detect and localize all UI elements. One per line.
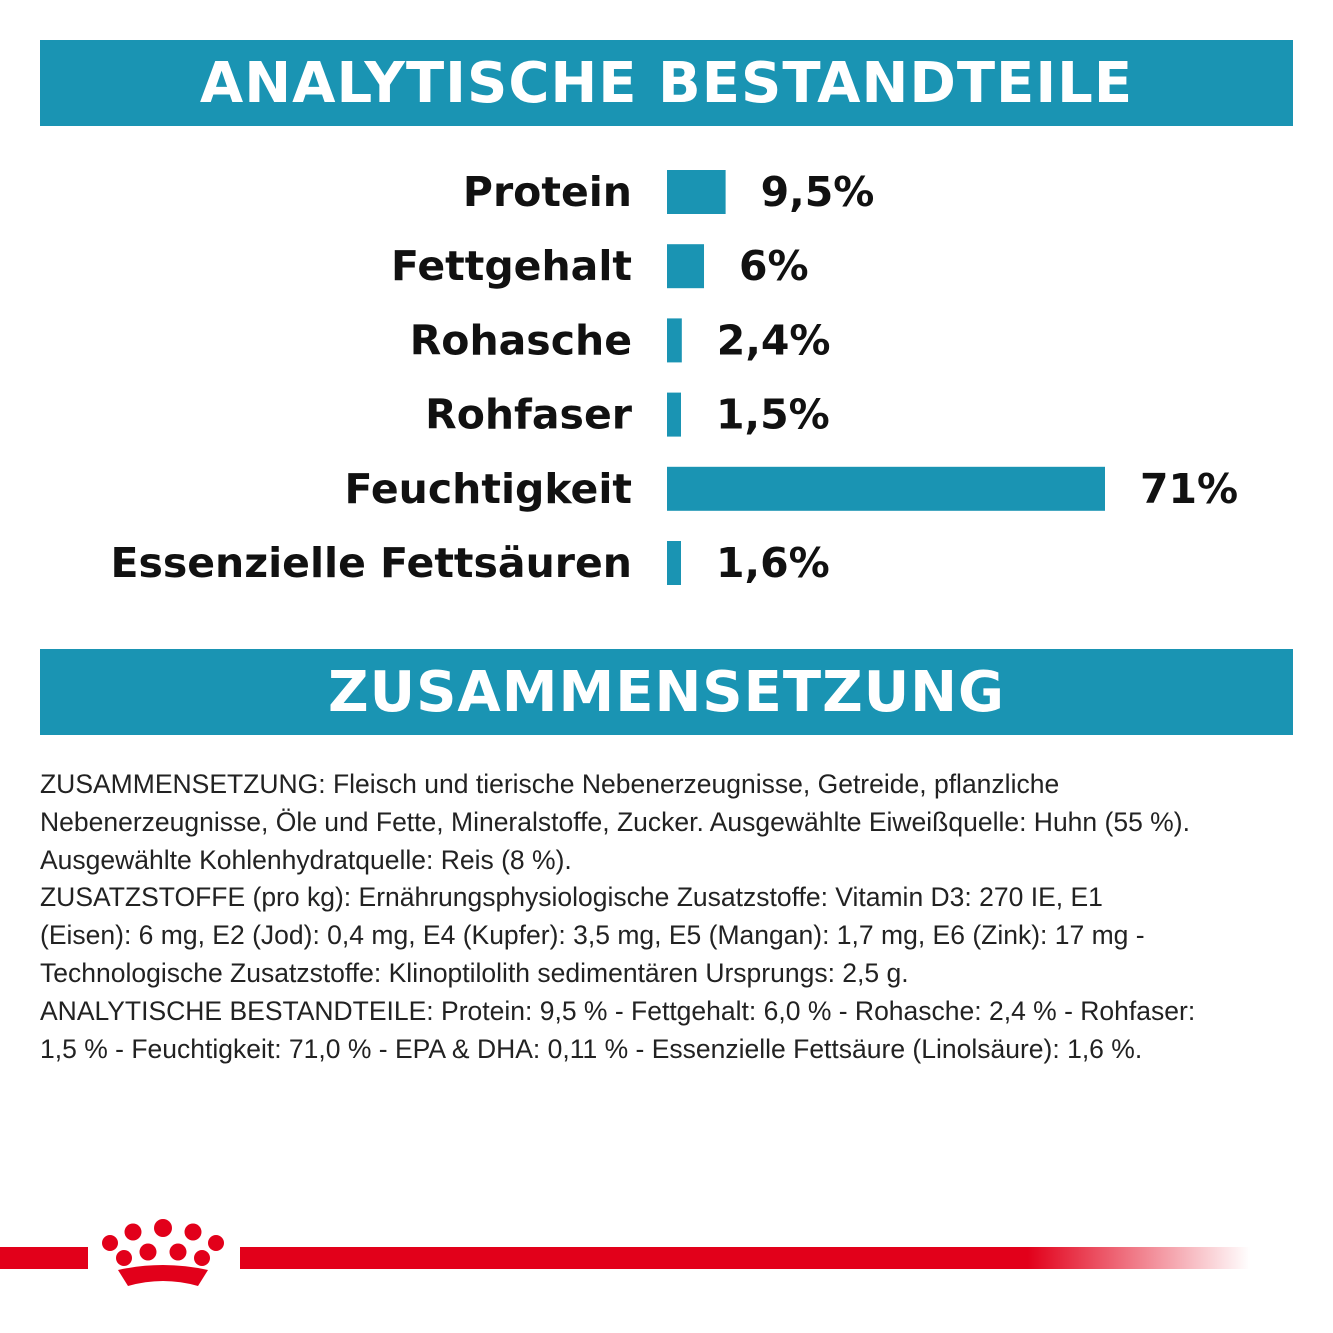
composition-line: ANALYTISCHE BESTANDTEILE: Protein: 9,5 % - Fettgehalt: 6,0 % - Rohasche: 2,4 % - Rohfaser: xyxy=(40,995,1196,1026)
nutrient-bar-chart xyxy=(0,130,1333,620)
value-label: 2,4% xyxy=(716,316,831,365)
category-label: Protein xyxy=(462,168,632,216)
footer-red-line-left xyxy=(0,1247,88,1269)
category-label: Rohfaser xyxy=(425,390,632,439)
composition-line: (Eisen): 6 mg, E2 (Jod): 0,4 mg, E4 (Kupfer): 3,5 mg, E5 (Mangan): 1,7 mg, E6 (Zink): 17 mg - xyxy=(40,920,1145,951)
analytic-header-title: ANALYTISCHE BESTANDTEILE xyxy=(199,50,1134,116)
category-label: Fettgehalt xyxy=(390,242,632,291)
composition-line: 1,5 % - Feuchtigkeit: 71,0 % - EPA & DHA: 0,11 % - Essenzielle Fettsäure (Linolsäure): 1,6 %. xyxy=(40,1033,1143,1064)
composition-header-title: ZUSAMMENSETZUNG xyxy=(327,659,1006,725)
bar-essenzielle-fettsäuren xyxy=(667,541,681,585)
category-label: Essenzielle Fettsäuren xyxy=(110,539,632,587)
value-label: 71% xyxy=(1140,464,1239,513)
composition-line: Technologische Zusatzstoffe: Klinoptilolith sedimentären Ursprungs: 2,5 g. xyxy=(40,957,909,988)
bar-rohfaser xyxy=(667,393,681,437)
value-label: 1,6% xyxy=(716,539,830,587)
composition-line: ZUSATZSTOFFE (pro kg): Ernährungsphysiologische Zusatzstoffe: Vitamin D3: 270 IE, E1 xyxy=(40,882,1103,913)
bar-rohasche xyxy=(667,318,682,362)
composition-line: ZUSAMMENSETZUNG: Fleisch und tierische Nebenerzeugnisse, Getreide, pflanzliche xyxy=(40,769,1060,799)
analytic-header-banner xyxy=(40,40,1293,126)
bar-fettgehalt xyxy=(667,244,704,288)
composition-line: Nebenerzeugnisse, Öle und Fette, Mineralstoffe, Zucker. Ausgewählte Eiweißquelle: Huhn (55 %). xyxy=(40,806,1190,837)
value-label: 9,5% xyxy=(760,168,875,216)
value-label: 1,5% xyxy=(716,390,830,439)
composition-line: Ausgewählte Kohlenhydratquelle: Reis (8 %). xyxy=(40,844,572,875)
crown-logo-icon xyxy=(102,1219,224,1286)
brand-footer xyxy=(0,1210,1333,1320)
composition-header-banner xyxy=(40,649,1293,735)
bar-feuchtigkeit xyxy=(667,467,1105,511)
value-label: 6% xyxy=(739,242,809,291)
category-label: Rohasche xyxy=(409,316,632,365)
bar-protein xyxy=(667,170,726,214)
footer-red-line-right xyxy=(240,1247,1250,1269)
category-label: Feuchtigkeit xyxy=(344,464,632,513)
composition-text xyxy=(40,766,1302,1068)
